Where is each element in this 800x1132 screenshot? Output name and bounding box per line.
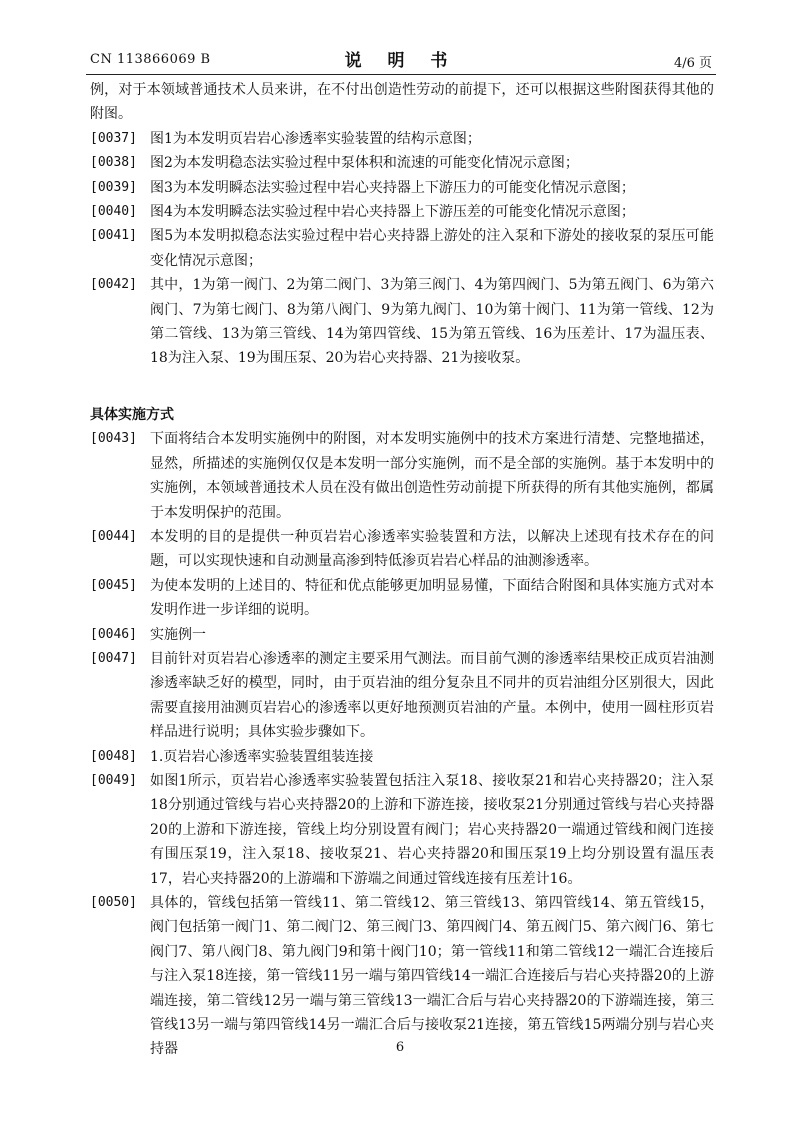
- paragraph-text: 下面将结合本发明实施例中的附图，对本发明实施例中的技术方案进行清楚、完整地描述，显然，所描述的实施例仅仅是本发明一部分实施例，而不是全部的实施例。基于本发明中的实施例，本领域普通技术人员在没有做出创造性劳动前提下所获得的所有其他实施例，都属于本发明保护的范围。: [150, 431, 714, 521]
- paragraph-number: [0041]: [90, 228, 137, 244]
- paragraph: [90, 525, 714, 574]
- paragraph: [90, 427, 714, 525]
- paragraph: [90, 127, 714, 151]
- patent-number: CN 113866069 B: [90, 52, 211, 67]
- paragraph-text: 1.页岩岩心渗透率实验装置组装连接: [150, 748, 374, 765]
- paragraph-text: 实施例一: [150, 626, 206, 643]
- paragraph-text: 如图1所示，页岩岩心渗透率实验装置包括注入泵18、接收泵21和岩心夹持器20；注入泵18分别通过管线与岩心夹持器20的上游和下游连接，接收泵21分别通过管线与岩心夹持器20的上游和下游连接，管线上均分别设置有阀门；岩心夹持器20一端通过管线和阀门连接有围压泵19，注入泵18、接收泵21、岩心夹持器20和围压泵19上均分别设置有温压表17，岩心夹持器20的上游端和下游端之间通过管线连接有压差计16。: [150, 772, 714, 887]
- paragraph-number: [0037]: [90, 130, 137, 146]
- paragraph-number: [0038]: [90, 155, 137, 171]
- continuation-text: 例，对于本领域普通技术人员来讲，在不付出创造性劳动的前提下，还可以根据这些附图获得其他的附图。: [90, 82, 714, 123]
- paragraph: [90, 151, 714, 175]
- paragraph: [90, 200, 714, 224]
- paragraph: [90, 224, 714, 273]
- paragraph-number: [0045]: [90, 577, 137, 593]
- embodiment-paragraph-list: [90, 427, 714, 1062]
- figure-description-list: [90, 127, 714, 371]
- paragraph-number: [0043]: [90, 431, 137, 447]
- paragraph-text: 目前针对页岩岩心渗透率的测定主要采用气测法。而目前气测的渗透率结果校正成页岩油测渗透率缺乏好的模型，同时，由于页岩油的组分复杂且不同井的页岩油组分区别很大，因此需要直接用油测页岩岩心的渗透率以更好地预测页岩油的产量。本例中，使用一圆柱形页岩样品进行说明；具体实验步骤如下。: [150, 650, 714, 741]
- page-header: [90, 46, 712, 72]
- paragraph: [90, 574, 714, 623]
- paragraph-text: 具体的，管线包括第一管线11、第二管线12、第三管线13、第四管线14、第五管线15，阀门包括第一阀门1、第二阀门2、第三阀门3、第四阀门4、第五阀门5、第六阀门6、第七阀门7、第八阀门8、第九阀门9和第十阀门10；第一管线11和第二管线12一端汇合连接后与注入泵18连接，第一管线11另一端与第四管线14一端汇合连接后与岩心夹持器20的上游端连接，第二管线12另一端与第三管线13一端汇合后与岩心夹持器20的下游端连接，第三管线13另一端与第四管线14另一端汇合后与接收泵21连接，第五管线15两端分别与岩心夹持器: [150, 895, 714, 1058]
- page-number: 6: [395, 1040, 405, 1055]
- section-spacer: [90, 371, 714, 395]
- paragraph: [90, 623, 714, 647]
- paragraph-text: 为使本发明的上述目的、特征和优点能够更加明显易懂，下面结合附图和具体实施方式对本发明作进一步详细的说明。: [150, 577, 714, 619]
- paragraph-text: 其中，1为第一阀门、2为第二阀门、3为第三阀门、4为第四阀门、5为第五阀门、6为第六阀门、7为第七阀门、8为第八阀门、9为第九阀门、10为第十阀门、11为第一管线、12为第二管线、13为第三管线、14为第四管线、15为第五管线、16为压差计、17为温压表、18为注入泵、19为围压泵、20为岩心夹持器、21为接收泵。: [150, 277, 714, 367]
- paragraph: [90, 891, 714, 1062]
- paragraph: [90, 769, 714, 891]
- paragraph-text: 图1为本发明页岩岩心渗透率实验装置的结构示意图；: [150, 130, 481, 147]
- paragraph-number: [0046]: [90, 626, 137, 642]
- paragraph: [90, 176, 714, 200]
- paragraph-number: [0039]: [90, 179, 137, 195]
- paragraph-text: 图2为本发明稳态法实验过程中泵体积和流速的可能变化情况示意图；: [150, 155, 579, 172]
- paragraph-text: 图4为本发明瞬态法实验过程中岩心夹持器上下游压差的可能变化情况示意图；: [150, 204, 635, 221]
- paragraph-number: [0042]: [90, 277, 137, 293]
- page-footer: [0, 1040, 800, 1055]
- paragraph-number: [0049]: [90, 772, 137, 788]
- paragraph-number: [0040]: [90, 204, 137, 220]
- paragraph: [90, 273, 714, 371]
- document-body: [90, 78, 714, 1062]
- paragraph-number: [0044]: [90, 528, 137, 544]
- paragraph: [90, 647, 714, 745]
- document-title: 说 明 书: [344, 51, 458, 71]
- paragraph-text: 图5为本发明拟稳态法实验过程中岩心夹持器上游处的注入泵和下游处的接收泵的泵压可能变化情况示意图；: [150, 228, 714, 269]
- page-count-label: 4/6 页: [673, 56, 712, 71]
- paragraph: [90, 745, 714, 769]
- section-heading: 具体实施方式: [90, 406, 174, 423]
- paragraph-number: [0047]: [90, 650, 137, 666]
- paragraph-number: [0050]: [90, 895, 137, 910]
- paragraph-number: [0048]: [90, 748, 137, 764]
- paragraph-text: 图3为本发明瞬态法实验过程中岩心夹持器上下游压力的可能变化情况示意图；: [150, 179, 635, 196]
- header-divider: [86, 74, 716, 75]
- paragraph-text: 本发明的目的是提供一种页岩岩心渗透率实验装置和方法，以解决上述现有技术存在的问题，可以实现快速和自动测量高渗到特低渗页岩岩心样品的油测渗透率。: [150, 528, 714, 570]
